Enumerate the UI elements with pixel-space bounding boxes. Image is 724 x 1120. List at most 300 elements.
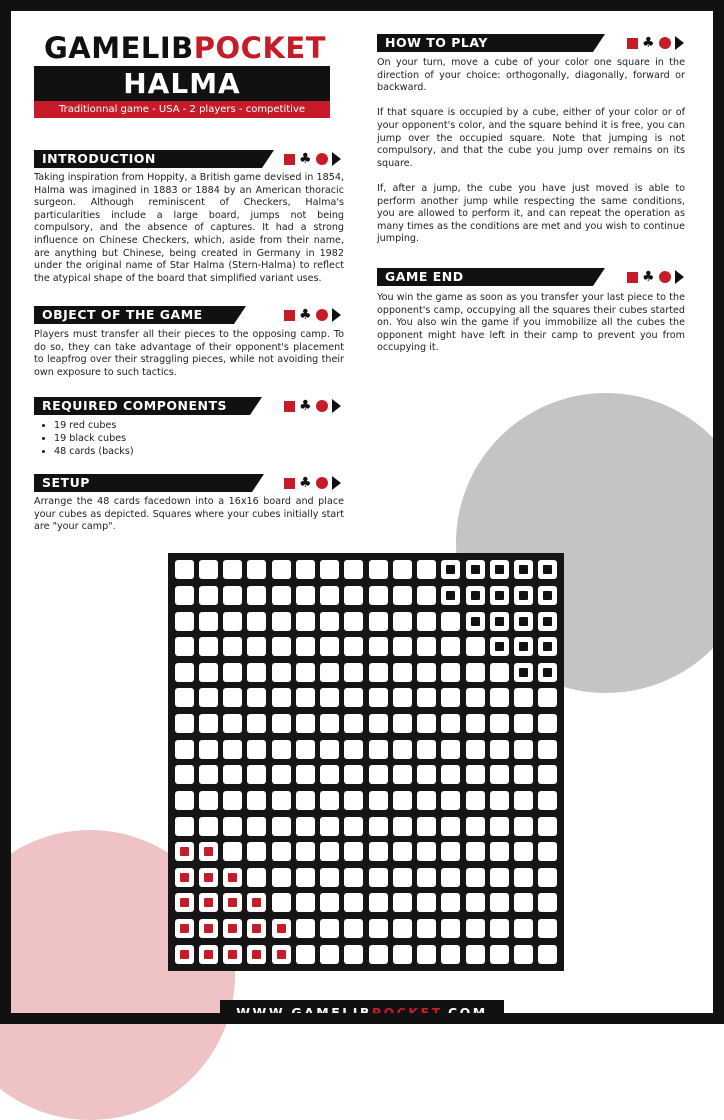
- board-square[interactable]: [439, 890, 463, 916]
- board-square[interactable]: [415, 557, 439, 583]
- board-square[interactable]: [487, 711, 511, 737]
- board-square[interactable]: [221, 788, 245, 814]
- board-square[interactable]: [293, 736, 317, 762]
- board-square[interactable]: [390, 890, 414, 916]
- board-square[interactable]: [293, 890, 317, 916]
- board-square[interactable]: [172, 685, 196, 711]
- board-square[interactable]: [390, 916, 414, 942]
- black-cube[interactable]: [471, 565, 480, 574]
- board-square[interactable]: [536, 711, 560, 737]
- board-square[interactable]: [487, 608, 511, 634]
- board-square[interactable]: [390, 634, 414, 660]
- board-square[interactable]: [512, 557, 536, 583]
- red-cube[interactable]: [180, 898, 189, 907]
- black-cube[interactable]: [471, 617, 480, 626]
- board-square[interactable]: [221, 685, 245, 711]
- board-square[interactable]: [293, 583, 317, 609]
- board-square[interactable]: [512, 660, 536, 686]
- board-square[interactable]: [342, 557, 366, 583]
- board-square[interactable]: [415, 608, 439, 634]
- board-square[interactable]: [487, 916, 511, 942]
- board-square[interactable]: [536, 583, 560, 609]
- board-square[interactable]: [245, 736, 269, 762]
- board-square[interactable]: [463, 685, 487, 711]
- board-square[interactable]: [293, 916, 317, 942]
- board-square[interactable]: [366, 608, 390, 634]
- board-square[interactable]: [390, 660, 414, 686]
- board-square[interactable]: [318, 916, 342, 942]
- board-square[interactable]: [536, 736, 560, 762]
- board-square[interactable]: [512, 608, 536, 634]
- board-square[interactable]: [221, 839, 245, 865]
- board-square[interactable]: [269, 583, 293, 609]
- board-square[interactable]: [269, 941, 293, 967]
- board-square[interactable]: [536, 788, 560, 814]
- red-cube[interactable]: [204, 898, 213, 907]
- board-square[interactable]: [439, 813, 463, 839]
- board-square[interactable]: [245, 865, 269, 891]
- board-square[interactable]: [342, 890, 366, 916]
- board-square[interactable]: [342, 839, 366, 865]
- red-cube[interactable]: [180, 924, 189, 933]
- board-square[interactable]: [439, 941, 463, 967]
- black-cube[interactable]: [519, 591, 528, 600]
- red-cube[interactable]: [228, 924, 237, 933]
- board-square[interactable]: [318, 660, 342, 686]
- board-square[interactable]: [245, 813, 269, 839]
- black-cube[interactable]: [495, 617, 504, 626]
- board-square[interactable]: [463, 890, 487, 916]
- board-square[interactable]: [512, 634, 536, 660]
- board-square[interactable]: [366, 941, 390, 967]
- board-square[interactable]: [318, 941, 342, 967]
- board-square[interactable]: [463, 608, 487, 634]
- board-square[interactable]: [536, 941, 560, 967]
- board-square[interactable]: [390, 941, 414, 967]
- board-square[interactable]: [390, 557, 414, 583]
- board-square[interactable]: [536, 557, 560, 583]
- board-square[interactable]: [366, 890, 390, 916]
- board-square[interactable]: [439, 685, 463, 711]
- board-square[interactable]: [293, 813, 317, 839]
- board-square[interactable]: [293, 634, 317, 660]
- board-square[interactable]: [318, 583, 342, 609]
- board-square[interactable]: [269, 711, 293, 737]
- board-square[interactable]: [390, 762, 414, 788]
- board-square[interactable]: [536, 813, 560, 839]
- red-cube[interactable]: [204, 873, 213, 882]
- board-square[interactable]: [172, 608, 196, 634]
- board-square[interactable]: [221, 634, 245, 660]
- board-square[interactable]: [221, 608, 245, 634]
- board-square[interactable]: [221, 865, 245, 891]
- black-cube[interactable]: [519, 565, 528, 574]
- board-square[interactable]: [172, 865, 196, 891]
- board-square[interactable]: [318, 608, 342, 634]
- board-square[interactable]: [269, 839, 293, 865]
- board-square[interactable]: [536, 916, 560, 942]
- board-square[interactable]: [293, 711, 317, 737]
- board-square[interactable]: [269, 865, 293, 891]
- square-face: [344, 714, 363, 733]
- board-square[interactable]: [415, 685, 439, 711]
- red-cube[interactable]: [180, 950, 189, 959]
- board-square[interactable]: [366, 736, 390, 762]
- board-square[interactable]: [390, 685, 414, 711]
- board-square[interactable]: [318, 762, 342, 788]
- board-square[interactable]: [415, 941, 439, 967]
- board-square[interactable]: [196, 916, 220, 942]
- board-square[interactable]: [366, 839, 390, 865]
- board-square[interactable]: [463, 839, 487, 865]
- board-square[interactable]: [487, 813, 511, 839]
- black-cube[interactable]: [519, 642, 528, 651]
- board-square[interactable]: [366, 634, 390, 660]
- board-square[interactable]: [512, 583, 536, 609]
- red-cube[interactable]: [228, 873, 237, 882]
- square-face: [490, 637, 509, 656]
- board-square[interactable]: [512, 788, 536, 814]
- board-square[interactable]: [463, 711, 487, 737]
- board-square[interactable]: [512, 711, 536, 737]
- board-square[interactable]: [172, 634, 196, 660]
- board-square[interactable]: [196, 608, 220, 634]
- board-square[interactable]: [463, 583, 487, 609]
- board-square[interactable]: [172, 736, 196, 762]
- board-square[interactable]: [390, 839, 414, 865]
- board-square[interactable]: [318, 557, 342, 583]
- black-cube[interactable]: [543, 565, 552, 574]
- suit-icons: [284, 399, 341, 413]
- board-square[interactable]: [196, 583, 220, 609]
- board-square[interactable]: [366, 813, 390, 839]
- board-square[interactable]: [415, 839, 439, 865]
- board-square[interactable]: [221, 916, 245, 942]
- board-square[interactable]: [245, 839, 269, 865]
- board-square[interactable]: [172, 583, 196, 609]
- board-square[interactable]: [536, 685, 560, 711]
- black-cube[interactable]: [495, 642, 504, 651]
- black-cube[interactable]: [543, 591, 552, 600]
- board-square[interactable]: [390, 865, 414, 891]
- board-square[interactable]: [172, 788, 196, 814]
- board-square[interactable]: [318, 736, 342, 762]
- square-face: [466, 586, 485, 605]
- board-square[interactable]: [172, 711, 196, 737]
- red-cube[interactable]: [252, 898, 261, 907]
- footer-url[interactable]: [220, 1000, 504, 1024]
- board-square[interactable]: [415, 660, 439, 686]
- board-square[interactable]: [269, 890, 293, 916]
- board-square[interactable]: [269, 557, 293, 583]
- black-cube[interactable]: [495, 565, 504, 574]
- board-square[interactable]: [172, 916, 196, 942]
- board-square[interactable]: [342, 711, 366, 737]
- board-square[interactable]: [342, 634, 366, 660]
- board-square[interactable]: [512, 736, 536, 762]
- board-square[interactable]: [512, 890, 536, 916]
- board-square[interactable]: [463, 916, 487, 942]
- board-square[interactable]: [342, 685, 366, 711]
- board-square[interactable]: [172, 941, 196, 967]
- board-square[interactable]: [269, 736, 293, 762]
- board-square[interactable]: [536, 839, 560, 865]
- board-square[interactable]: [342, 608, 366, 634]
- board-square[interactable]: [245, 634, 269, 660]
- red-cube[interactable]: [252, 924, 261, 933]
- board-square[interactable]: [439, 557, 463, 583]
- board-square[interactable]: [463, 788, 487, 814]
- board-square[interactable]: [196, 788, 220, 814]
- board-square[interactable]: [512, 685, 536, 711]
- board-square[interactable]: [293, 788, 317, 814]
- red-cube[interactable]: [228, 950, 237, 959]
- red-cube[interactable]: [204, 847, 213, 856]
- board-square[interactable]: [342, 736, 366, 762]
- board-square[interactable]: [221, 890, 245, 916]
- board-square[interactable]: [366, 660, 390, 686]
- board-square[interactable]: [293, 660, 317, 686]
- board-square[interactable]: [366, 916, 390, 942]
- board-square[interactable]: [439, 711, 463, 737]
- board-square[interactable]: [390, 736, 414, 762]
- board-square[interactable]: [342, 583, 366, 609]
- board-square[interactable]: [439, 762, 463, 788]
- board-square[interactable]: [318, 839, 342, 865]
- board-square[interactable]: [221, 762, 245, 788]
- board-square[interactable]: [196, 557, 220, 583]
- board-square[interactable]: [415, 711, 439, 737]
- board-square[interactable]: [536, 762, 560, 788]
- black-cube[interactable]: [519, 617, 528, 626]
- board-square[interactable]: [439, 583, 463, 609]
- board-square[interactable]: [366, 788, 390, 814]
- board-square[interactable]: [366, 711, 390, 737]
- board-square[interactable]: [318, 788, 342, 814]
- board-square[interactable]: [342, 916, 366, 942]
- board-square[interactable]: [390, 583, 414, 609]
- board-square[interactable]: [487, 788, 511, 814]
- board-square[interactable]: [293, 865, 317, 891]
- board-square[interactable]: [439, 634, 463, 660]
- board-square[interactable]: [245, 608, 269, 634]
- board-square[interactable]: [196, 711, 220, 737]
- black-cube[interactable]: [543, 642, 552, 651]
- board-square[interactable]: [415, 865, 439, 891]
- board-square[interactable]: [487, 941, 511, 967]
- board-square[interactable]: [463, 762, 487, 788]
- board-square[interactable]: [269, 788, 293, 814]
- board-square[interactable]: [366, 557, 390, 583]
- board-square[interactable]: [487, 660, 511, 686]
- board-square[interactable]: [439, 865, 463, 891]
- board-square[interactable]: [196, 634, 220, 660]
- board-square[interactable]: [318, 813, 342, 839]
- board-square[interactable]: [512, 916, 536, 942]
- board-square[interactable]: [318, 685, 342, 711]
- board-square[interactable]: [536, 608, 560, 634]
- board-square[interactable]: [415, 762, 439, 788]
- board-square[interactable]: [487, 736, 511, 762]
- board-square[interactable]: [512, 865, 536, 891]
- board-square[interactable]: [221, 557, 245, 583]
- board-square[interactable]: [293, 608, 317, 634]
- board-square[interactable]: [293, 839, 317, 865]
- board-square[interactable]: [487, 685, 511, 711]
- black-cube[interactable]: [471, 591, 480, 600]
- board-square[interactable]: [415, 583, 439, 609]
- board-square[interactable]: [439, 736, 463, 762]
- board-square[interactable]: [390, 813, 414, 839]
- board-square[interactable]: [439, 608, 463, 634]
- red-cube[interactable]: [180, 873, 189, 882]
- board-square[interactable]: [293, 557, 317, 583]
- board-square[interactable]: [439, 660, 463, 686]
- board-square[interactable]: [196, 685, 220, 711]
- board-square[interactable]: [318, 890, 342, 916]
- board-square[interactable]: [463, 634, 487, 660]
- red-cube[interactable]: [277, 924, 286, 933]
- board-square[interactable]: [366, 762, 390, 788]
- board-square[interactable]: [366, 583, 390, 609]
- board-square[interactable]: [196, 839, 220, 865]
- board-square[interactable]: [415, 634, 439, 660]
- board-square[interactable]: [221, 583, 245, 609]
- board-square[interactable]: [172, 762, 196, 788]
- board-square[interactable]: [293, 685, 317, 711]
- board-square[interactable]: [536, 865, 560, 891]
- board-square[interactable]: [342, 941, 366, 967]
- board-square[interactable]: [439, 839, 463, 865]
- board-square[interactable]: [487, 762, 511, 788]
- board-square[interactable]: [487, 865, 511, 891]
- board-square[interactable]: [390, 711, 414, 737]
- board-square[interactable]: [536, 634, 560, 660]
- board-square[interactable]: [269, 916, 293, 942]
- board-square[interactable]: [221, 736, 245, 762]
- board-square[interactable]: [342, 865, 366, 891]
- board-square[interactable]: [172, 839, 196, 865]
- red-cube[interactable]: [252, 950, 261, 959]
- board-square[interactable]: [245, 660, 269, 686]
- board-square[interactable]: [196, 813, 220, 839]
- board-square[interactable]: [196, 865, 220, 891]
- board-square[interactable]: [293, 762, 317, 788]
- red-cube[interactable]: [277, 950, 286, 959]
- board-square[interactable]: [318, 634, 342, 660]
- board-square[interactable]: [172, 813, 196, 839]
- board-square[interactable]: [221, 941, 245, 967]
- board-square[interactable]: [536, 890, 560, 916]
- board-square[interactable]: [245, 916, 269, 942]
- board-square[interactable]: [487, 583, 511, 609]
- board-square[interactable]: [245, 762, 269, 788]
- board-square[interactable]: [536, 660, 560, 686]
- board-square[interactable]: [439, 788, 463, 814]
- board-square[interactable]: [318, 865, 342, 891]
- board-square[interactable]: [196, 941, 220, 967]
- board-square[interactable]: [245, 890, 269, 916]
- red-cube[interactable]: [180, 847, 189, 856]
- square-face: [393, 740, 412, 759]
- board-square[interactable]: [172, 660, 196, 686]
- black-cube[interactable]: [543, 668, 552, 677]
- board-square[interactable]: [172, 890, 196, 916]
- black-cube[interactable]: [543, 617, 552, 626]
- board-square[interactable]: [293, 941, 317, 967]
- board-square[interactable]: [415, 890, 439, 916]
- board-square[interactable]: [269, 608, 293, 634]
- black-cube[interactable]: [446, 591, 455, 600]
- board-square[interactable]: [318, 711, 342, 737]
- board-square[interactable]: [269, 634, 293, 660]
- board-square[interactable]: [487, 634, 511, 660]
- board-square[interactable]: [366, 865, 390, 891]
- board-square[interactable]: [512, 839, 536, 865]
- board-square[interactable]: [463, 660, 487, 686]
- board-square[interactable]: [172, 557, 196, 583]
- board-square[interactable]: [269, 813, 293, 839]
- board-square[interactable]: [342, 762, 366, 788]
- red-cube[interactable]: [204, 950, 213, 959]
- board-square[interactable]: [221, 711, 245, 737]
- board-square[interactable]: [221, 660, 245, 686]
- board-square[interactable]: [269, 762, 293, 788]
- board-square[interactable]: [245, 788, 269, 814]
- board-square[interactable]: [463, 736, 487, 762]
- board-square[interactable]: [439, 916, 463, 942]
- board-square[interactable]: [196, 762, 220, 788]
- board-square[interactable]: [269, 660, 293, 686]
- board-square[interactable]: [342, 660, 366, 686]
- board-square[interactable]: [196, 736, 220, 762]
- board-square[interactable]: [463, 813, 487, 839]
- board-square[interactable]: [415, 736, 439, 762]
- board-square[interactable]: [415, 788, 439, 814]
- board-square[interactable]: [245, 557, 269, 583]
- board-square[interactable]: [415, 813, 439, 839]
- board-square[interactable]: [512, 941, 536, 967]
- board-square[interactable]: [463, 941, 487, 967]
- board-square[interactable]: [196, 890, 220, 916]
- board-square[interactable]: [463, 557, 487, 583]
- board-square[interactable]: [366, 685, 390, 711]
- black-cube[interactable]: [495, 591, 504, 600]
- board-square[interactable]: [245, 685, 269, 711]
- board-square[interactable]: [487, 890, 511, 916]
- board-square[interactable]: [487, 839, 511, 865]
- board-square[interactable]: [269, 685, 293, 711]
- board-square[interactable]: [245, 941, 269, 967]
- board-square[interactable]: [512, 762, 536, 788]
- black-cube[interactable]: [519, 668, 528, 677]
- red-cube[interactable]: [204, 924, 213, 933]
- board-square[interactable]: [342, 813, 366, 839]
- board-square[interactable]: [196, 660, 220, 686]
- board-square[interactable]: [463, 865, 487, 891]
- red-cube[interactable]: [228, 898, 237, 907]
- board-square[interactable]: [487, 557, 511, 583]
- board-square[interactable]: [390, 788, 414, 814]
- board-square[interactable]: [342, 788, 366, 814]
- board-square[interactable]: [512, 813, 536, 839]
- board-square[interactable]: [390, 608, 414, 634]
- board-square[interactable]: [245, 711, 269, 737]
- board-square[interactable]: [245, 583, 269, 609]
- board-square[interactable]: [221, 813, 245, 839]
- board-square[interactable]: [415, 916, 439, 942]
- black-cube[interactable]: [446, 565, 455, 574]
